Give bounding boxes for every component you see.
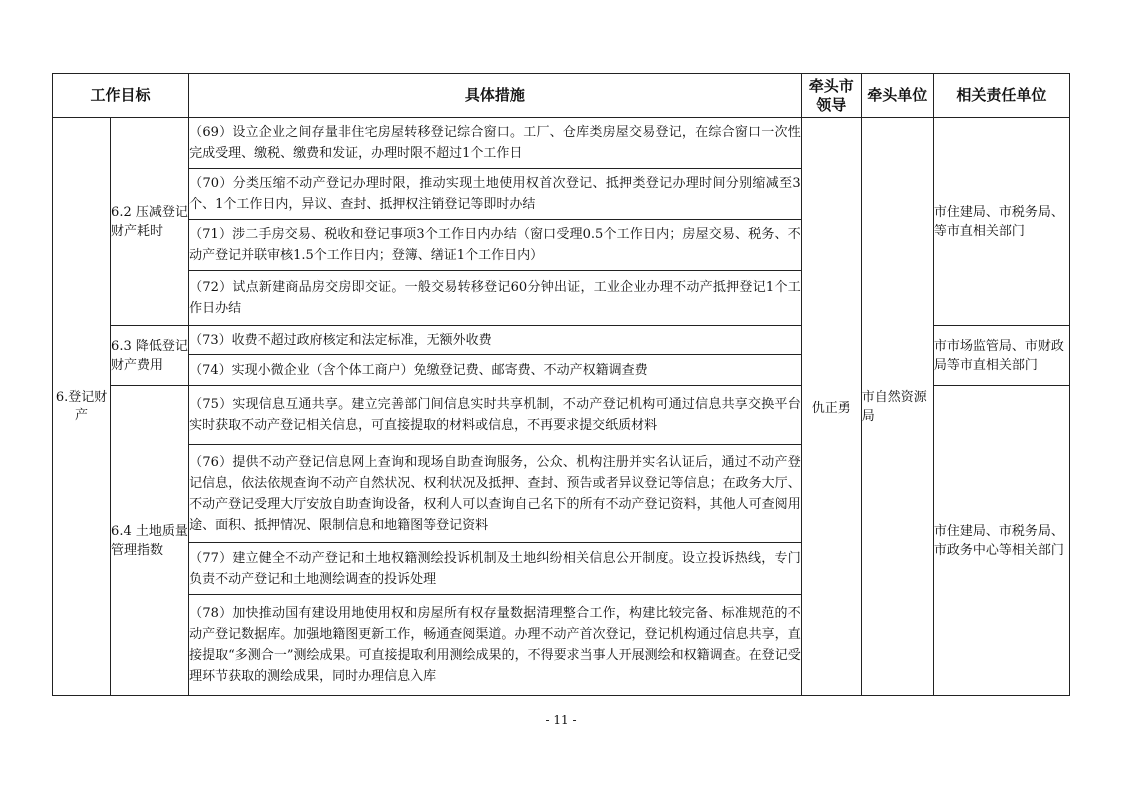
measure-73: （73）收费不超过政府核定和法定标准，无额外收费 [189,326,802,355]
header-leader: 牵头市领导 [801,74,861,118]
header-measure: 具体措施 [189,74,802,118]
responsible-6-4: 市住建局、市税务局、市政务中心等相关部门 [933,386,1069,696]
responsible-6-2: 市住建局、市税务局、等市直相关部门 [933,118,1069,326]
measure-78: （78）加快推动国有建设用地使用权和房屋所有权存量数据清理整合工作，构建比较完备、标准规范的不动产登记数据库。加强地籍图更新工作，畅通查阅渠道。办理不动产首次登记，登记机构通过信息共享，直接提取“多测合一”测绘成果。可直接提取利用测绘成果的，不得要求当事人开展测绘和权籍调查。在登记受理环节获取的测绘成果，同时办理信息入库 [189,595,802,696]
leader-cell: 仇正勇 [801,118,861,696]
responsible-6-3: 市市场监管局、市财政局等市直相关部门 [933,326,1069,386]
measure-72: （72）试点新建商品房交房即交证。一般交易转移登记60分钟出证，工业企业办理不动产抵押登记1个工作日办结 [189,271,802,326]
sub-goal-6-2: 6.2 压减登记财产耗时 [111,118,189,326]
measure-70: （70）分类压缩不动产登记办理时限，推动实现土地使用权首次登记、抵押类登记办理时间分别缩减至3个、1个工作日内，异议、查封、抵押权注销登记等即时办结 [189,169,802,220]
sub-goal-6-4: 6.4 土地质量管理指数 [111,386,189,696]
header-lead-unit: 牵头单位 [861,74,933,118]
measure-71: （71）涉二手房交易、税收和登记事项3个工作日内办结（窗口受理0.5个工作日内；房屋交易、税务、不动产登记并联审核1.5个工作日内；登簿、缮证1个工作日内） [189,220,802,271]
measure-74: （74）实现小微企业（含个体工商户）免缴登记费、邮寄费、不动产权籍调查费 [189,355,802,386]
sub-goal-6-3: 6.3 降低登记财产费用 [111,326,189,386]
measure-77: （77）建立健全不动产登记和土地权籍测绘投诉机制及土地纠纷相关信息公开制度。设立投诉热线，专门负责不动产登记和土地测绘调查的投诉处理 [189,543,802,595]
page-number: - 11 - [545,713,577,727]
table-row [53,118,1070,169]
lead-unit-cell: 市自然资源局 [861,118,933,696]
header-row [53,74,1070,118]
measure-76: （76）提供不动产登记信息网上查询和现场自助查询服务，公众、机构注册并实名认证后，通过不动产登记信息，依法依规查询不动产自然状况、权利状况及抵押、查封、预告或者异议登记等信息；在政务大厅、不动产登记受理大厅安放自助查询设备，权利人可以查询自己名下的所有不动产登记资料，其他人可查阅用途、面积、抵押情况、限制信息和地籍图等登记资料 [189,445,802,543]
header-goal: 工作目标 [53,74,189,118]
header-resp-unit: 相关责任单位 [933,74,1069,118]
goal-cell: 6.登记财产 [53,118,111,696]
measure-75: （75）实现信息互通共享。建立完善部门间信息实时共享机制，不动产登记机构可通过信息共享交换平台实时获取不动产登记相关信息，可直接提取的材料或信息，不再要求提交纸质材料 [189,386,802,445]
measure-69: （69）设立企业之间存量非住宅房屋转移登记综合窗口。工厂、仓库类房屋交易登记，在综合窗口一次性完成受理、缴税、缴费和发证，办理时限不超过1个工作日 [189,118,802,169]
measures-table [52,73,1070,696]
